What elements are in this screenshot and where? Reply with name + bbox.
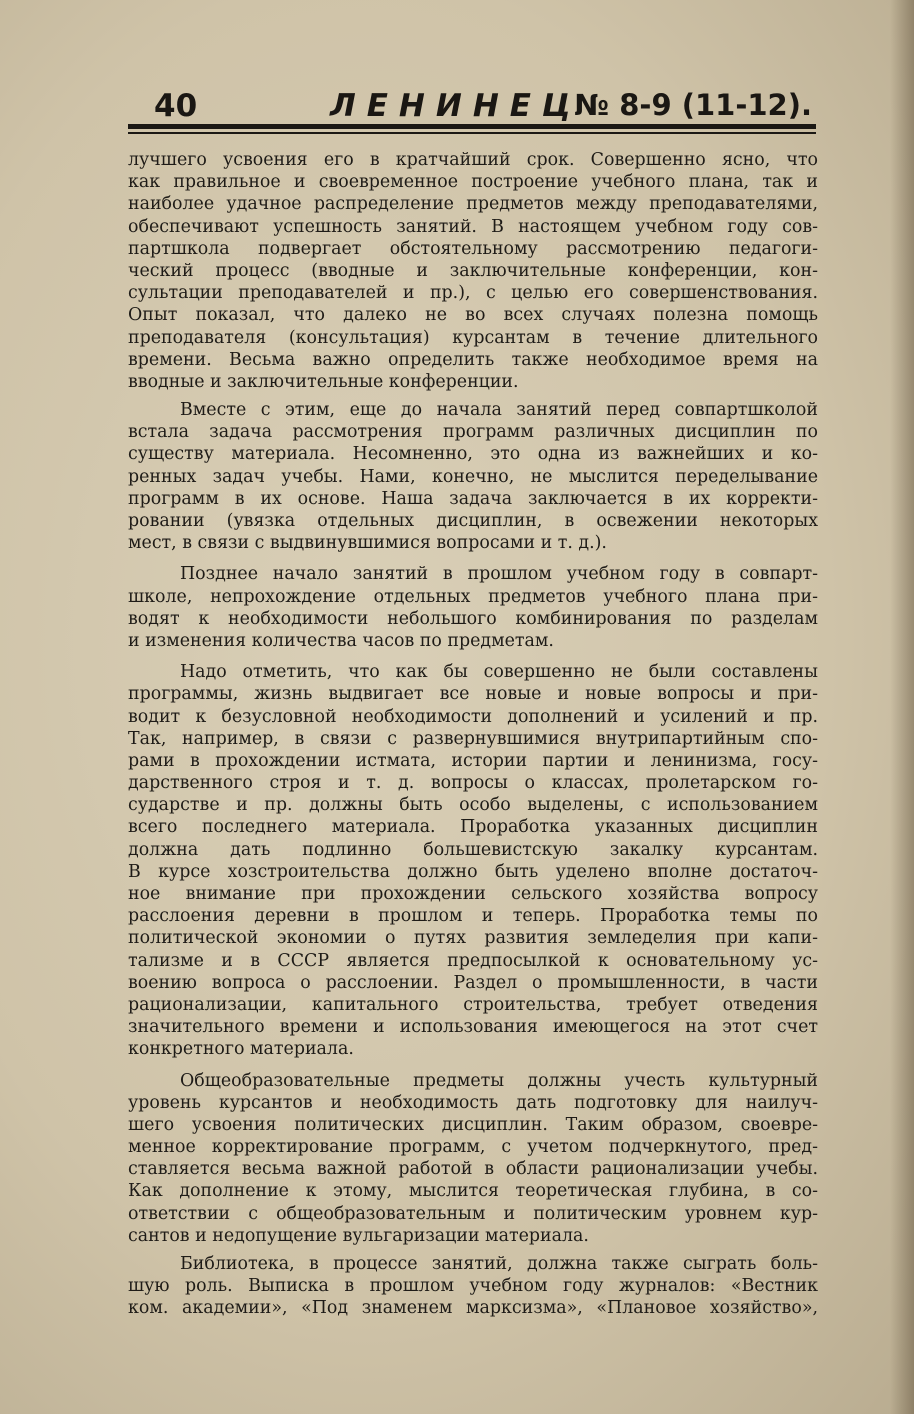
header-rule-thick bbox=[128, 124, 816, 129]
text-line: сантов и недопущение вульгаризации материала. bbox=[128, 1225, 589, 1246]
text-line: Надо отметить, что как бы совершенно не были составлены bbox=[180, 662, 818, 683]
text-line: Позднее начало занятий в прошлом учебном году в совпарт- bbox=[180, 564, 818, 585]
text-line: преподавателя (консультация) курсантам в течение длительного bbox=[128, 327, 818, 348]
text-line: воению вопроса о расслоении. Раздел о промышленности, в части bbox=[128, 972, 818, 993]
text-line: водят к необходимости небольшого комбинирования по разделам bbox=[128, 608, 818, 629]
text-line: программ в их основе. Наша задача заключается в их корректи- bbox=[128, 488, 818, 509]
page-number: 40 bbox=[154, 88, 198, 124]
text-line: политической экономии о путях развития земледелия при капи- bbox=[128, 928, 818, 949]
header-rule-thin bbox=[128, 132, 816, 134]
text-line: Вместе с этим, еще до начала занятий перед совпартшколой bbox=[180, 400, 818, 421]
text-line: вводные и заключительные конференции. bbox=[128, 371, 519, 392]
text-line: мест, в связи с выдвинувшимися вопросами и т. д.). bbox=[128, 533, 607, 554]
text-line: уровень курсантов и необходимость дать подготовку для наилуч- bbox=[128, 1092, 818, 1113]
text-line: сультации преподавателей и пр.), с целью его совершенствования. bbox=[128, 283, 818, 304]
text-line: наиболее удачное распределение предметов между преподавателями, bbox=[128, 194, 818, 215]
text-line: обеспечивают успешность занятий. В настоящем учебном году сов- bbox=[128, 216, 818, 237]
text-line: партшкола подвергает обстоятельному рассмотрению педагоги- bbox=[128, 238, 818, 259]
text-line: ставляется весьма важной работой в области рационализации учебы. bbox=[128, 1159, 818, 1180]
text-line: шую роль. Выписка в прошлом учебном году журналов: «Вестник bbox=[128, 1276, 818, 1297]
article-body bbox=[128, 149, 818, 1320]
paragraph-4 bbox=[128, 661, 818, 1060]
text-line: ком. академии», «Под знаменем марксизма», «Плановое хозяйство», bbox=[128, 1298, 818, 1319]
text-line: ческий процесс (вводные и заключительные конференции, кон- bbox=[128, 260, 818, 281]
text-line: Опыт показал, что далеко не во всех случаях полезна помощь bbox=[128, 305, 818, 326]
text-line: программы, жизнь выдвигает все новые и новые вопросы и при- bbox=[128, 684, 818, 705]
text-line: значительного времени и использования имеющегося на этот счет bbox=[128, 1017, 818, 1038]
text-line: конкретного материала. bbox=[128, 1039, 354, 1060]
text-line: рационализации, капитального строительства, требует отведения bbox=[128, 994, 818, 1015]
text-line: рами в прохождении истмата, истории партии и ленинизма, госу- bbox=[128, 750, 818, 771]
text-line: лучшего усвоения его в кратчайший срок. Совершенно ясно, что bbox=[128, 150, 818, 170]
text-line: водит к безусловной необходимости дополнений и усилений и пр. bbox=[128, 706, 818, 727]
text-line: времени. Весьма важно определить также необходимое время на bbox=[128, 349, 818, 370]
text-line: Библиотека, в процессе занятий, должна также сыграть боль- bbox=[180, 1254, 818, 1274]
text-line: тализме и в СССР является предпосылкой к основательному ус- bbox=[128, 950, 818, 971]
text-line: школе, непрохождение отдельных предметов учебного плана при- bbox=[128, 586, 818, 607]
text-line: менное корректирование программ, с учетом подчеркнутого, пред- bbox=[128, 1137, 818, 1158]
journal-title: ЛЕНИНЕЦ bbox=[330, 88, 582, 124]
text-line: ное внимание при прохождении сельского хозяйства вопросу bbox=[128, 884, 818, 904]
text-line: ответствии с общеобразовательным и политическим уровнем кур- bbox=[128, 1203, 818, 1224]
text-line: встала задача рассмотрения программ различных дисциплин по bbox=[128, 422, 818, 443]
text-line: и изменения количества часов по предметам. bbox=[128, 630, 554, 651]
running-header bbox=[148, 86, 816, 126]
paragraph-3 bbox=[128, 563, 818, 652]
text-line: Как дополнение к этому, мыслится теоретическая глубина, в со- bbox=[128, 1181, 818, 1202]
text-line: ровании (увязка отдельных дисциплин, в освежении некоторых bbox=[128, 511, 818, 531]
text-line: должна дать подлинно большевистскую закалку курсантам. bbox=[128, 839, 818, 860]
paragraph-1 bbox=[128, 149, 818, 393]
paragraph-6 bbox=[128, 1253, 818, 1320]
text-line: существу материала. Несомненно, это одна из важнейших и ко- bbox=[128, 444, 818, 465]
text-line: ренных задач учебы. Нами, конечно, не мыслится переделывание bbox=[128, 466, 818, 487]
text-line: шего усвоения политических дисциплин. Таким образом, своевре- bbox=[128, 1114, 818, 1135]
issue-number: № 8-9 (11-12). bbox=[574, 88, 812, 122]
text-line: как правильное и своевременное построение учебного плана, так и bbox=[128, 172, 818, 193]
paragraph-5 bbox=[128, 1070, 818, 1248]
paragraph-2 bbox=[128, 399, 818, 554]
text-line: Общеобразовательные предметы должны учесть культурный bbox=[180, 1070, 818, 1091]
text-line: В курсе хозстроительства должно быть уделено вполне достаточ- bbox=[128, 861, 818, 882]
text-line: Так, например, в связи с развернувшимися внутрипартийным спо- bbox=[128, 728, 818, 749]
text-line: расслоения деревни в прошлом и теперь. Проработка темы по bbox=[128, 906, 818, 927]
text-line: дарственного строя и т. д. вопросы о классах, пролетарском го- bbox=[128, 773, 818, 794]
text-line: всего последнего материала. Проработка указанных дисциплин bbox=[128, 817, 818, 838]
text-line: сударстве и пр. должны быть особо выделены, с использованием bbox=[128, 795, 818, 816]
